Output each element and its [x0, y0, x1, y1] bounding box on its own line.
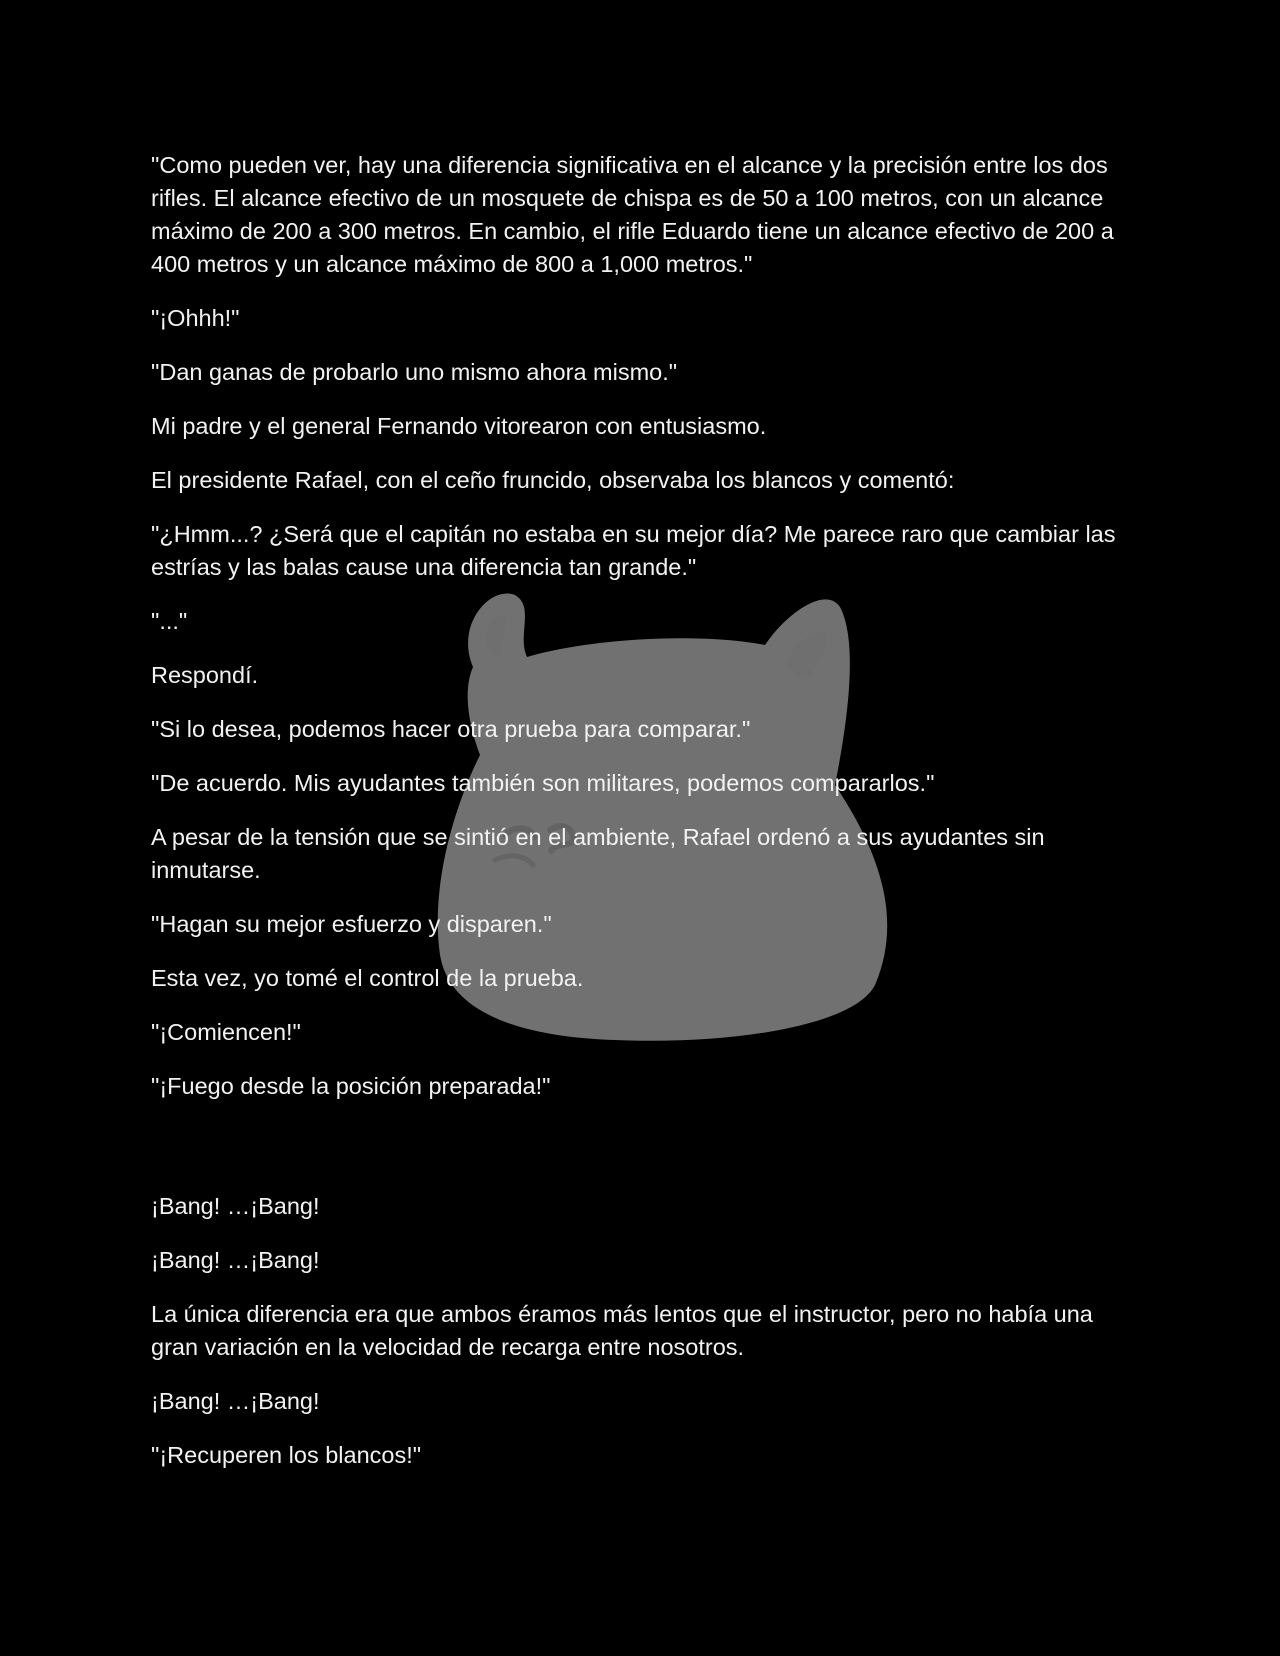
- paragraph: "¡Fuego desde la posición preparada!": [151, 1073, 551, 1099]
- paragraph: "...": [151, 608, 188, 634]
- paragraph: "Hagan su mejor esfuerzo y disparen.": [151, 911, 552, 937]
- paragraph: Respondí.: [151, 662, 259, 688]
- paragraph: "De acuerdo. Mis ayudantes también son militares, podemos compararlos.": [151, 770, 935, 796]
- paragraph: "¡Ohhh!": [151, 305, 240, 331]
- document-body: [151, 149, 1141, 1493]
- paragraph: "¿Hmm...? ¿Será que el capitán no estaba en su mejor día? Me parece raro que cambiar las estrías y las balas cause una diferencia tan grande.": [151, 521, 1116, 580]
- paragraph: A pesar de la tensión que se sintió en el ambiente, Rafael ordenó a sus ayudantes sin inmutarse.: [151, 824, 1045, 883]
- paragraph: Esta vez, yo tomé el control de la prueba.: [151, 965, 584, 991]
- paragraph: "Dan ganas de probarlo uno mismo ahora mismo.": [151, 359, 678, 385]
- paragraph: "¡Comiencen!": [151, 1019, 301, 1045]
- paragraph: "Como pueden ver, hay una diferencia significativa en el alcance y la precisión entre los dos rifles. El alcance efectivo de un mosquete de chispa es de 50 a 100 metros, con un alcance máximo de 200 a 300 metros. En cambio, el rifle Eduardo tiene un alcance efectivo de 200 a 400 metros y un alcance máximo de 800 a 1,000 metros.": [151, 152, 1114, 277]
- paragraph: "¡Recuperen los blancos!": [151, 1442, 422, 1468]
- paragraph: La única diferencia era que ambos éramos más lentos que el instructor, pero no había una gran variación en la velocidad de recarga entre nosotros.: [151, 1301, 1093, 1360]
- paragraph: Mi padre y el general Fernando vitorearon con entusiasmo.: [151, 413, 767, 439]
- paragraph: "Si lo desea, podemos hacer otra prueba para comparar.": [151, 716, 751, 742]
- paragraph: ¡Bang! …¡Bang!: [151, 1193, 320, 1219]
- paragraph: ¡Bang! …¡Bang!: [151, 1388, 320, 1414]
- paragraph: El presidente Rafael, con el ceño fruncido, observaba los blancos y comentó:: [151, 467, 955, 493]
- paragraph: ¡Bang! …¡Bang!: [151, 1247, 320, 1273]
